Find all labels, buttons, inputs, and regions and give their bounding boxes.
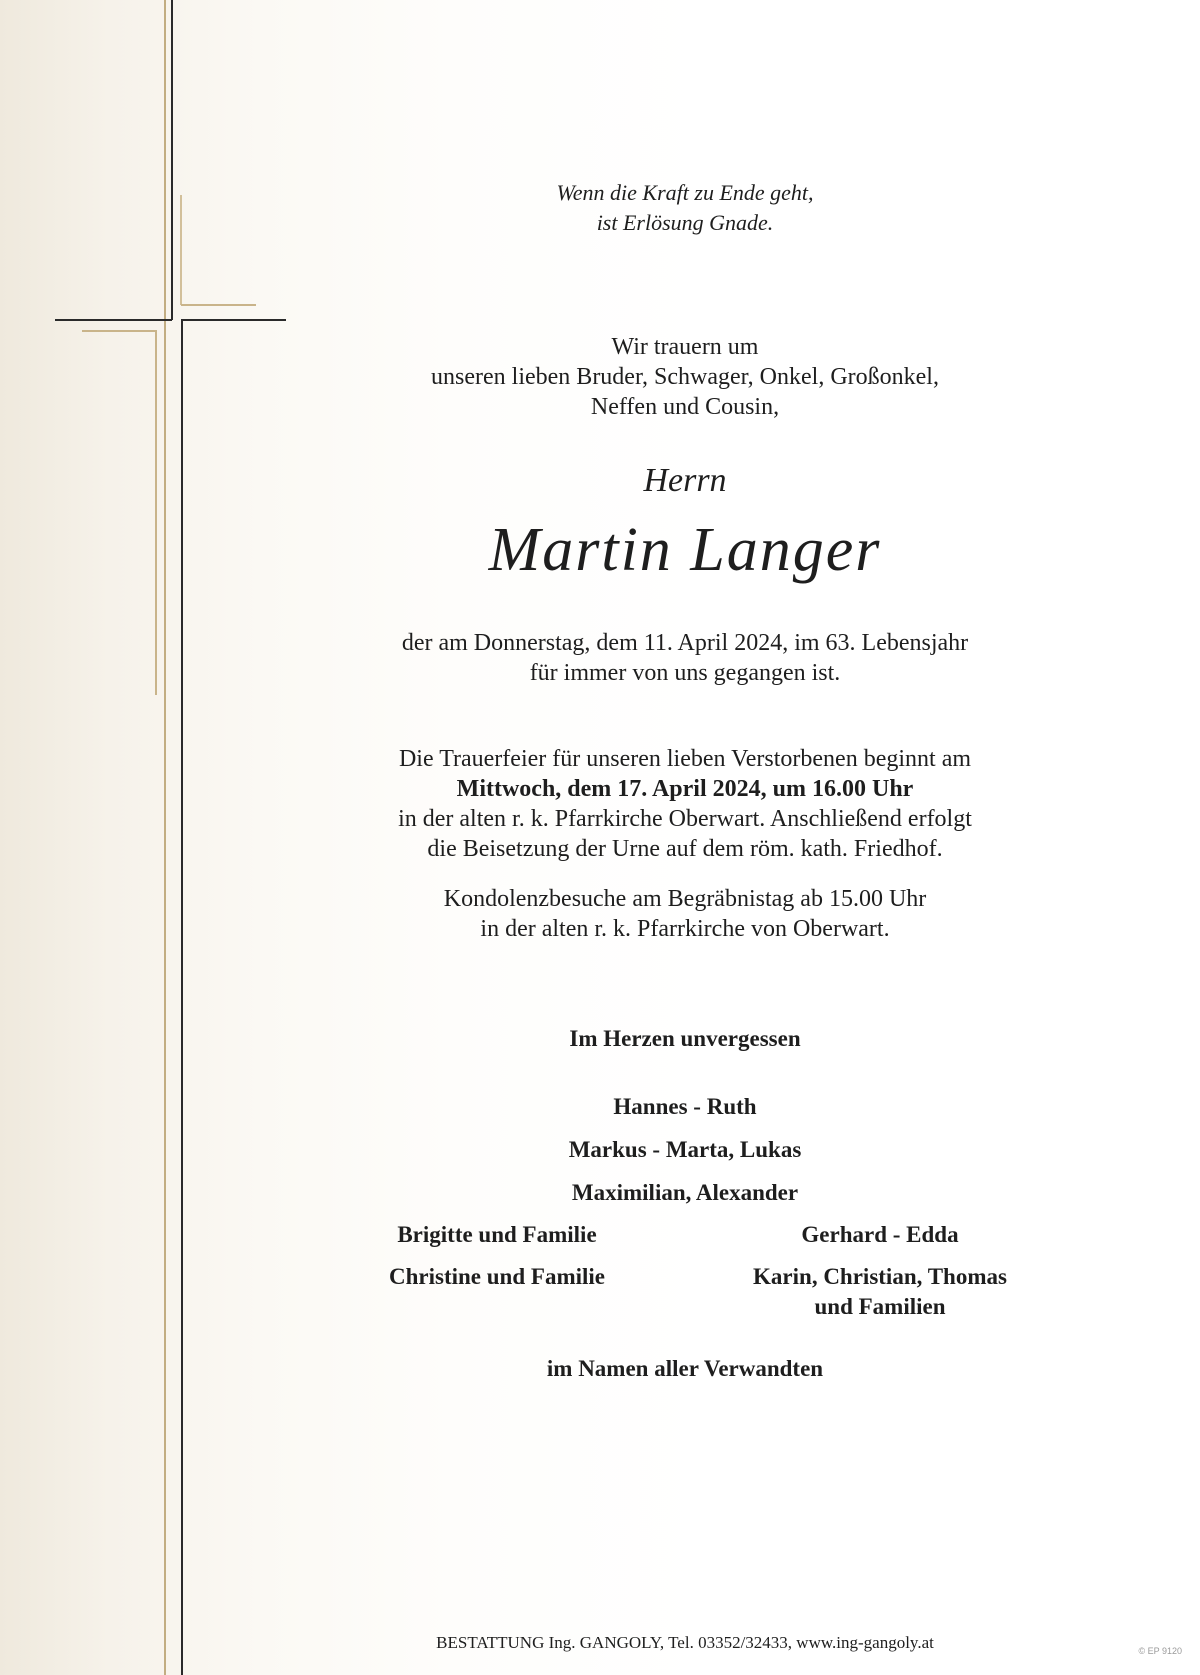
passing-line: für immer von uns gegangen ist.	[529, 660, 841, 686]
passing-notice	[300, 628, 1070, 688]
cross-line-gold-vertical	[164, 0, 166, 1675]
cross-line-black-vertical-top	[171, 0, 173, 320]
mourners-right-column	[700, 1220, 1060, 1322]
quote-line: ist Erlösung Gnade.	[596, 210, 774, 235]
service-line: die Beisetzung der Urne auf dem röm. kath. Friedhof.	[427, 836, 943, 862]
intro-line: unseren lieben Bruder, Schwager, Onkel, Großonkel,	[431, 364, 939, 390]
salutation: Herrn	[643, 462, 727, 499]
mourner-entry: Karin, Christian, Thomas	[753, 1264, 1007, 1289]
cross-line-gold-horizontal-right	[181, 304, 256, 306]
condolence-info	[300, 884, 1070, 944]
mourner-entry: Markus - Marta, Lukas	[568, 1137, 802, 1162]
passing-line: der am Donnerstag, dem 11. April 2024, im 63. Lebensjahr	[401, 630, 969, 656]
quote-line: Wenn die Kraft zu Ende geht,	[556, 180, 814, 205]
cross-line-black-vertical-bottom	[181, 320, 183, 1675]
cross-line-black-horizontal-left	[55, 319, 172, 321]
mourners-closing: im Namen aller Verwandten	[546, 1356, 824, 1381]
intro-text	[300, 332, 1070, 422]
print-code: © EP 9120	[1138, 1646, 1182, 1656]
intro-line: Neffen und Cousin,	[590, 394, 780, 420]
mourners-center-list	[300, 1085, 1070, 1214]
service-date-time: Mittwoch, dem 17. April 2024, um 16.00 Uhr	[456, 776, 914, 802]
cross-line-black-horizontal-right	[181, 319, 286, 321]
cross-line-gold-vertical-top	[180, 195, 182, 305]
deceased-name: Martin Langer	[488, 516, 882, 584]
mourners-heading: Im Herzen unvergessen	[569, 1026, 801, 1051]
mourners-left-column	[317, 1220, 677, 1292]
condolence-line: in der alten r. k. Pfarrkirche von Oberwart.	[480, 916, 890, 942]
service-line: in der alten r. k. Pfarrkirche Oberwart. Anschließend erfolgt	[398, 806, 972, 832]
opening-quote	[300, 178, 1070, 238]
funeral-home-footer: BESTATTUNG Ing. GANGOLY, Tel. 03352/32433, www.ing-gangoly.at	[436, 1633, 934, 1652]
cross-line-gold-vertical-short	[155, 330, 157, 695]
intro-line: Wir trauern um	[611, 334, 759, 360]
funeral-service-info	[300, 744, 1070, 864]
mourner-entry: und Familien	[814, 1294, 946, 1319]
mourner-entry: Maximilian, Alexander	[571, 1180, 799, 1205]
mourner-entry: Brigitte und Familie	[397, 1222, 597, 1247]
service-line: Die Trauerfeier für unseren lieben Verstorbenen beginnt am	[398, 746, 972, 772]
mourner-entry: Hannes - Ruth	[613, 1094, 757, 1119]
mourner-entry: Gerhard - Edda	[801, 1222, 959, 1247]
condolence-line: Kondolenzbesuche am Begräbnistag ab 15.00 Uhr	[443, 886, 927, 912]
cross-line-gold-horizontal-left	[82, 330, 157, 332]
mourner-entry: Christine und Familie	[389, 1264, 605, 1289]
